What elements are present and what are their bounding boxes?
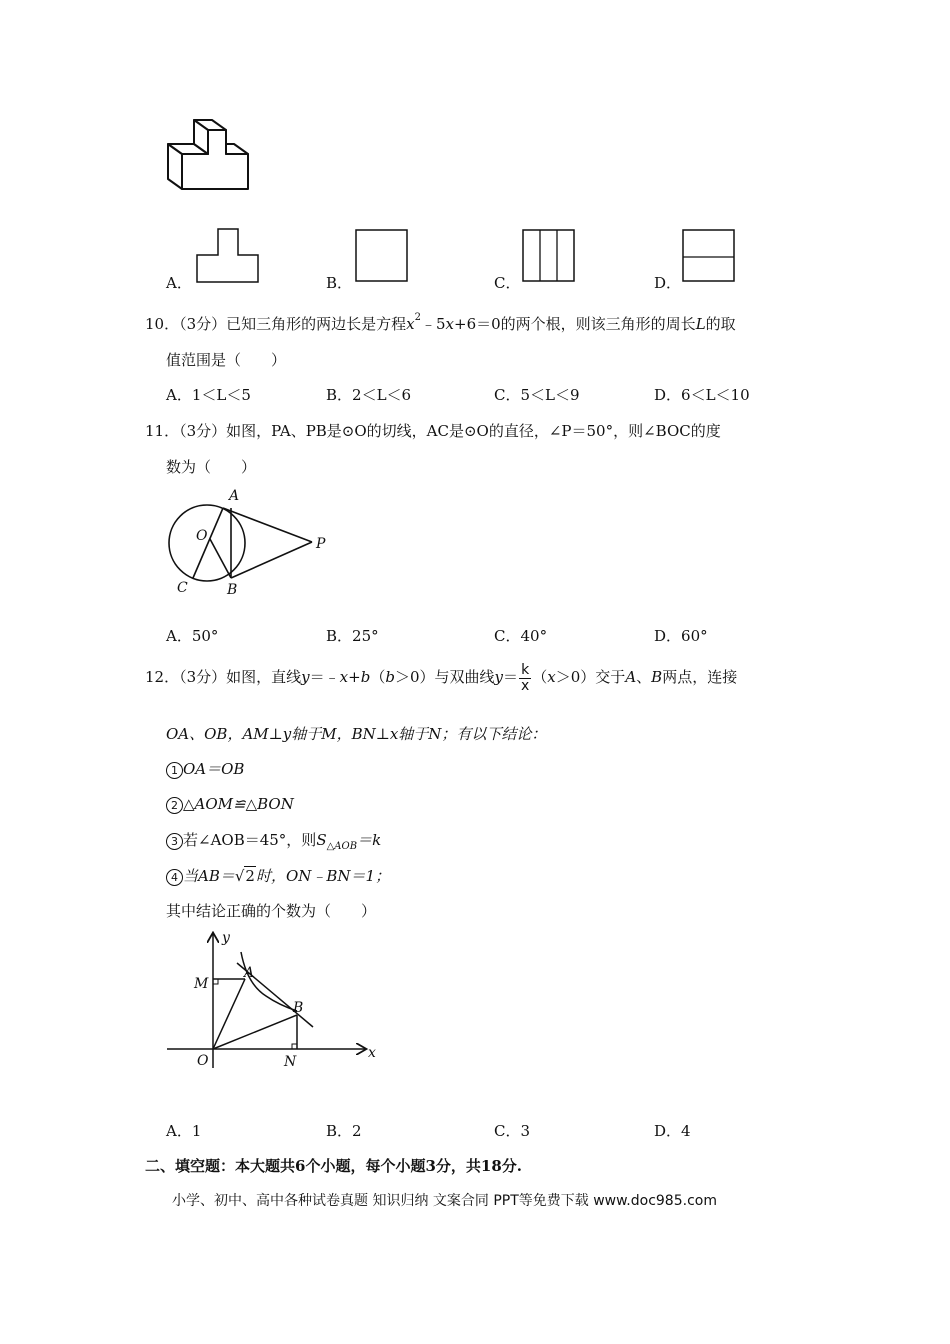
q12-var: b bbox=[385, 668, 395, 687]
q12-text: 、 bbox=[636, 668, 652, 687]
q10-eq-x: x bbox=[406, 315, 415, 333]
q11-number: 11． bbox=[145, 422, 180, 440]
fraction-denominator: x bbox=[520, 677, 530, 694]
q12-hyperbola bbox=[241, 952, 297, 1011]
q11-score: （3分） bbox=[179, 422, 227, 440]
q10-stem-line1 bbox=[145, 312, 736, 333]
q11-label-o: O bbox=[196, 528, 208, 544]
q9-option-a-figure bbox=[196, 228, 260, 284]
q10-var-l: L bbox=[695, 315, 706, 333]
page-footer: 小学、初中、高中各种试卷真题 知识归纳 文案合同 PPT等免费下载 www.doc985.com bbox=[172, 1193, 717, 1209]
q12-number: 12． bbox=[145, 668, 180, 687]
q11-circle-figure bbox=[160, 484, 340, 599]
q11-label-p: P bbox=[316, 536, 326, 552]
q10-stem-line2: 值范围是（ ） bbox=[166, 351, 287, 369]
q10-eq-x2: x bbox=[445, 315, 455, 333]
q10-score: （3分） bbox=[179, 315, 227, 333]
q11-label-b: B bbox=[227, 582, 238, 598]
q9-option-d-figure bbox=[682, 229, 736, 283]
q12-label-b: B bbox=[293, 1000, 304, 1016]
q10-eq-exponent: 2 bbox=[414, 312, 421, 323]
q12-var: b bbox=[360, 668, 371, 687]
q11-label-c: C bbox=[177, 580, 188, 596]
q12-conclusion-4 bbox=[166, 867, 390, 886]
area-symbol: S bbox=[316, 831, 327, 849]
q12-option-c: C．3 bbox=[494, 1122, 531, 1140]
q12-var: y bbox=[494, 668, 503, 687]
q12-fraction-k-over-x bbox=[519, 663, 531, 693]
q12-label-a: A bbox=[244, 965, 255, 981]
q12-var: B bbox=[651, 668, 663, 687]
q12-coordinate-figure bbox=[165, 928, 390, 1073]
q9-solid-figure bbox=[160, 112, 260, 197]
q9-option-b-figure bbox=[355, 229, 409, 283]
q12-option-d: D．4 bbox=[654, 1122, 691, 1140]
q11-tangent-pa bbox=[223, 508, 312, 542]
q12-conclusion-3 bbox=[166, 831, 381, 850]
q12-text: （ bbox=[370, 668, 386, 687]
q11-option-b: B．25° bbox=[326, 627, 379, 645]
q11-stem-line1 bbox=[145, 422, 721, 440]
area-subscript: △AOB bbox=[326, 841, 358, 852]
circled-number: 3 bbox=[166, 833, 183, 850]
q11-label-a: A bbox=[229, 488, 240, 504]
q9-option-d-label: D． bbox=[654, 274, 682, 292]
q9-option-c-label: C． bbox=[494, 274, 521, 292]
q12-text: ＝ bbox=[502, 668, 518, 687]
q12-label-o: O bbox=[197, 1053, 209, 1069]
q12-conclusion-1 bbox=[166, 760, 244, 779]
q12-label-n: N bbox=[284, 1054, 297, 1070]
circled-number: 1 bbox=[166, 762, 183, 779]
conclusion-text: 若∠AOB＝45°，则 bbox=[183, 831, 317, 849]
q12-var: x bbox=[339, 668, 349, 687]
conclusion-text: △AOM≌△BON bbox=[183, 795, 294, 813]
q12-text: 如图，直线 bbox=[226, 668, 302, 687]
q12-score: （3分） bbox=[179, 668, 227, 687]
fraction-numerator: k bbox=[519, 663, 531, 679]
q12-stem-line1 bbox=[145, 663, 737, 693]
q11-stem-line2: 数为（ ） bbox=[166, 458, 257, 476]
q11-radius-ob bbox=[210, 539, 231, 578]
q9-option-c-figure bbox=[522, 229, 576, 283]
q12-option-a: A．1 bbox=[166, 1122, 202, 1140]
q12-question-line: 其中结论正确的个数为（ ） bbox=[166, 902, 377, 920]
q12-text: ＞0）与双曲线 bbox=[394, 668, 495, 687]
q11-tangent-pb bbox=[231, 542, 312, 578]
q12-label-x: x bbox=[368, 1045, 376, 1061]
sqrt-symbol: √2 bbox=[234, 867, 255, 885]
sqrt-radicand: 2 bbox=[245, 867, 255, 885]
q12-var: x bbox=[547, 668, 556, 687]
section-2-heading: 二、填空题：本大题共6个小题，每个小题3分，共18分. bbox=[145, 1157, 522, 1175]
q12-option-b: B．2 bbox=[326, 1122, 362, 1140]
circled-number: 2 bbox=[166, 797, 183, 814]
q10-text: 已知三角形的两边长是方程 bbox=[226, 315, 407, 333]
q12-stem-line2: OA、OB，AM⊥y轴于M，BN⊥x轴于N；有以下结论： bbox=[166, 725, 547, 743]
conclusion-text: 时，ON﹣BN＝1； bbox=[255, 867, 391, 885]
q11-option-d: D．60° bbox=[654, 627, 708, 645]
q12-label-m: M bbox=[194, 976, 209, 992]
q12-label-y: y bbox=[222, 930, 230, 946]
q10-option-d: D．6＜L＜10 bbox=[654, 386, 750, 404]
q12-text: 两点，连接 bbox=[662, 668, 738, 687]
q12-text: + bbox=[348, 668, 361, 687]
q12-var: y bbox=[301, 668, 310, 687]
conclusion-text: ＝k bbox=[357, 831, 382, 849]
q12-text: ＞0）交于 bbox=[555, 668, 626, 687]
q9-option-b-label: B． bbox=[326, 274, 353, 292]
q10-number: 10． bbox=[145, 315, 180, 333]
q12-text: ＝﹣ bbox=[309, 668, 340, 687]
q10-option-b: B．2＜L＜6 bbox=[326, 386, 412, 404]
q10-option-a: A．1＜L＜5 bbox=[166, 386, 251, 404]
q10-text-end: 的取 bbox=[705, 315, 736, 333]
q12-var: A bbox=[625, 668, 637, 687]
conclusion-text: 当AB＝ bbox=[183, 867, 235, 885]
circled-number: 4 bbox=[166, 869, 183, 886]
q11-option-c: C．40° bbox=[494, 627, 548, 645]
q10-option-c: C．5＜L＜9 bbox=[494, 386, 580, 404]
q11-text: 如图，PA、PB是⊙O的切线，AC是⊙O的直径，∠P＝50°，则∠BOC的度 bbox=[226, 422, 721, 440]
q10-eq-mid: ﹣5 bbox=[421, 315, 446, 333]
q10-eq-tail: +6＝0的两个根，则该三角形的周长 bbox=[454, 315, 696, 333]
q12-conclusion-2 bbox=[166, 795, 294, 814]
q11-option-a: A．50° bbox=[166, 627, 219, 645]
q12-text: （ bbox=[532, 668, 548, 687]
conclusion-text: OA＝OB bbox=[183, 760, 245, 778]
q9-option-a-label: A． bbox=[166, 274, 192, 292]
